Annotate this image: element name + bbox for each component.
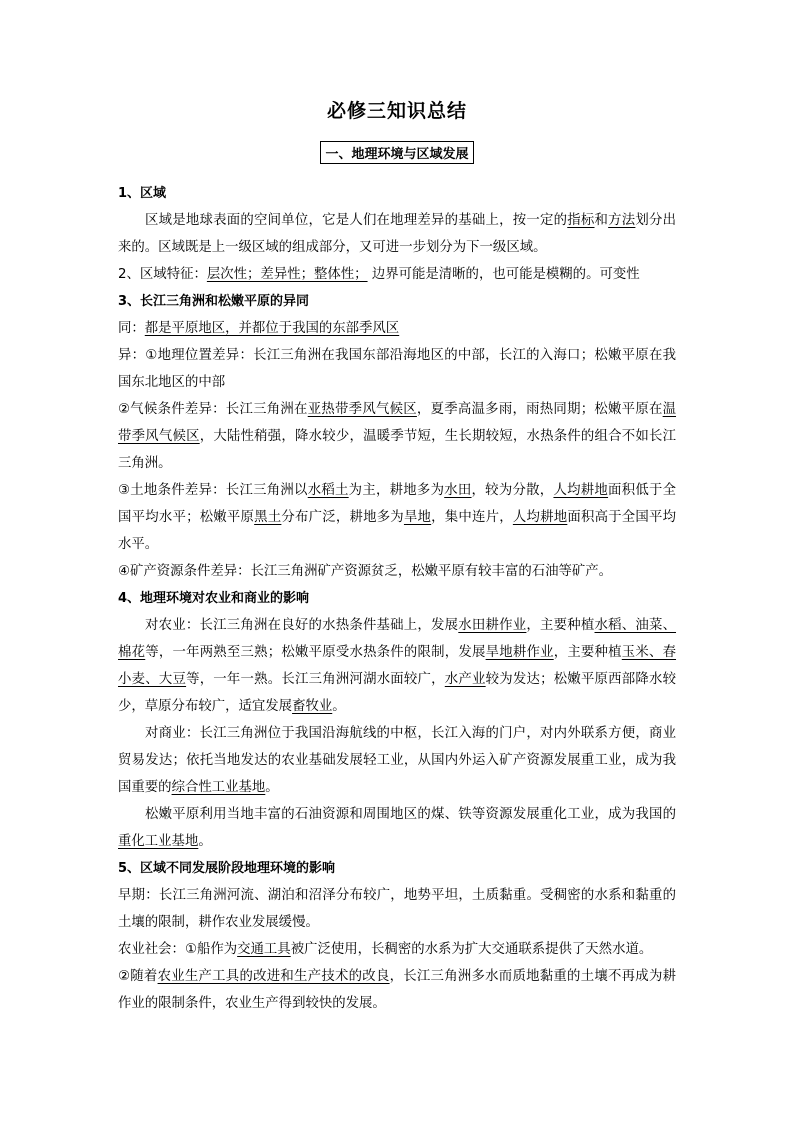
underlined-term: 温带季风气候区 bbox=[118, 402, 677, 444]
text-run: 为主，耕地多为 bbox=[348, 483, 445, 498]
text-run: ，较为分散， bbox=[471, 483, 554, 498]
underlined-term: 人均耕地 bbox=[512, 510, 568, 525]
underlined-term: 玉米、春小麦、大豆 bbox=[118, 645, 677, 687]
para-region-features bbox=[118, 261, 676, 288]
underlined-term: 农业生产工具的改进和生产技术的改良 bbox=[157, 969, 390, 984]
document-page bbox=[118, 96, 676, 1017]
underlined-term: 交通工具 bbox=[237, 942, 291, 957]
text-run: ④矿产资源条件差异：长江三角洲矿产资源贫乏，松嫩平原有较丰富的石油等矿产。 bbox=[118, 564, 613, 579]
underlined-term: 水稻、油菜、棉花 bbox=[118, 618, 677, 660]
underlined-term: 畜牧业 bbox=[292, 699, 333, 714]
text-run: 。 bbox=[198, 834, 212, 849]
underlined-term: 层次性；差异性；整体性； bbox=[206, 267, 368, 282]
underlined-term: 旱地耕作业 bbox=[485, 645, 554, 660]
text-run: ，主要种植 bbox=[526, 618, 595, 633]
text-run: 。 bbox=[332, 699, 346, 714]
text-run: ②随着 bbox=[118, 969, 158, 984]
para-diff-climate bbox=[118, 396, 676, 477]
text-run: 同： bbox=[118, 321, 145, 336]
text-run: 区域是地球表面的空间单位，它是人们在地理差异的基础上，按一定的 bbox=[145, 213, 568, 228]
text-run: 对商业：长江三角洲位于我国沿海航线的中枢，长江入海的门户，对内外联系方便，商业贸易发达；依托当地发达的农业基础发展轻工业，从国内外运入矿产资源发展重工业，成为我国重要的 bbox=[118, 726, 676, 795]
text-run: 面积高于全国平均水平。 bbox=[118, 510, 677, 552]
text-run: ，长江三角洲多水而质地黏重的土壤不再成为耕作业的限制条件，农业生产得到较快的发展。 bbox=[118, 969, 676, 1011]
underlined-term: 黑土 bbox=[254, 510, 282, 525]
para-agri-society-2 bbox=[118, 963, 676, 1017]
text-run: ③土地条件差异：长江三角洲以 bbox=[118, 483, 308, 498]
text-run: 异：①地理位置差异：长江三角洲在我国东部沿海地区的中部，长江的入海口；松嫩平原在我国东北地区的中部 bbox=[118, 348, 676, 390]
para-songnen bbox=[118, 801, 676, 855]
underlined-term: 方法 bbox=[608, 213, 636, 228]
text-run: 面积低于全国平均水平；松嫩平原 bbox=[118, 483, 677, 525]
text-run: 被广泛使用，长稠密的水系为扩大交通联系提供了天然水道。 bbox=[290, 942, 653, 957]
underlined-term: 指标 bbox=[567, 213, 595, 228]
text-run: 边界可能是清晰的，也可能是模糊的。可变性 bbox=[367, 267, 640, 282]
para-diff-minerals bbox=[118, 558, 676, 585]
underlined-term: 人均耕地 bbox=[553, 483, 609, 498]
para-agri-society bbox=[118, 936, 676, 963]
text-run: ②气候条件差异：长江三角洲在 bbox=[118, 402, 308, 417]
para-diff-land bbox=[118, 477, 676, 558]
text-run: 等，一年一熟。长江三角洲河湖水面较广， bbox=[186, 672, 445, 687]
para-agriculture bbox=[118, 612, 676, 720]
heading-compare: 3、长江三角洲和松嫩平原的异同 bbox=[118, 294, 310, 309]
text-run: 分布广泛，耕地多为 bbox=[281, 510, 404, 525]
document-title: 必修三知识总结 bbox=[326, 100, 467, 122]
para-commerce bbox=[118, 720, 676, 801]
underlined-term: 都是平原地区，并都位于我国的东部季风区 bbox=[144, 321, 400, 336]
text-run: 松嫩平原利用当地丰富的石油资源和周围地区的煤、铁等资源发展重化工业，成为我国的 bbox=[145, 807, 676, 822]
text-run: ，夏季高温多雨，雨热同期；松嫩平原在 bbox=[416, 402, 663, 417]
heading-stages: 5、区域不同发展阶段地理环境的影响 bbox=[118, 861, 336, 876]
heading-influence: 4、地理环境对农业和商业的影响 bbox=[118, 591, 310, 606]
text-run: ，主要种植 bbox=[553, 645, 622, 660]
para-diff-location bbox=[118, 342, 676, 396]
text-run: 较为发达；松嫩平原西部降水较少，草原分布较广，适宜发展 bbox=[118, 672, 677, 714]
text-run: 农业社会：①船作为 bbox=[118, 942, 238, 957]
text-run: ，大陆性稍强，降水较少，温暖季节短，生长期较短，水热条件的组合不如长江三角洲。 bbox=[118, 429, 677, 471]
text-run: ，集中连片， bbox=[431, 510, 513, 525]
underlined-term: 水田 bbox=[444, 483, 472, 498]
underlined-term: 综合性工业基地 bbox=[171, 780, 266, 795]
text-run: 早期：长江三角洲河流、湖泊和沼泽分布较广，地势平坦，土质黏重。受稠密的水系和黏重的土壤的限制，耕作农业发展缓慢。 bbox=[118, 888, 676, 930]
para-similarity bbox=[118, 315, 676, 342]
underlined-term: 水稻土 bbox=[307, 483, 349, 498]
para-region-definition bbox=[118, 207, 676, 261]
section-title: 一、地理环境与区域发展 bbox=[320, 141, 473, 164]
text-run: 和 bbox=[594, 213, 609, 228]
underlined-term: 旱地 bbox=[403, 510, 432, 525]
underlined-term: 水田耕作业 bbox=[458, 618, 527, 633]
underlined-term: 重化工业基地 bbox=[118, 834, 199, 849]
text-run: 2、区域特征： bbox=[118, 267, 207, 282]
heading-region: 1、区域 bbox=[118, 186, 167, 201]
underlined-term: 水产业 bbox=[444, 672, 486, 687]
underlined-term: 亚热带季风气候区 bbox=[307, 402, 417, 417]
text-run: 对农业：长江三角洲在良好的水热条件基础上，发展 bbox=[145, 618, 459, 633]
para-early bbox=[118, 882, 676, 936]
text-run: 划分出来的。区域既是上一级区域的组成部分，又可进一步划分为下一级区域。 bbox=[118, 213, 677, 255]
text-run: 等，一年两熟至三熟；松嫩平原受水热条件的限制，发展 bbox=[145, 645, 486, 660]
text-run: 。 bbox=[265, 780, 279, 795]
